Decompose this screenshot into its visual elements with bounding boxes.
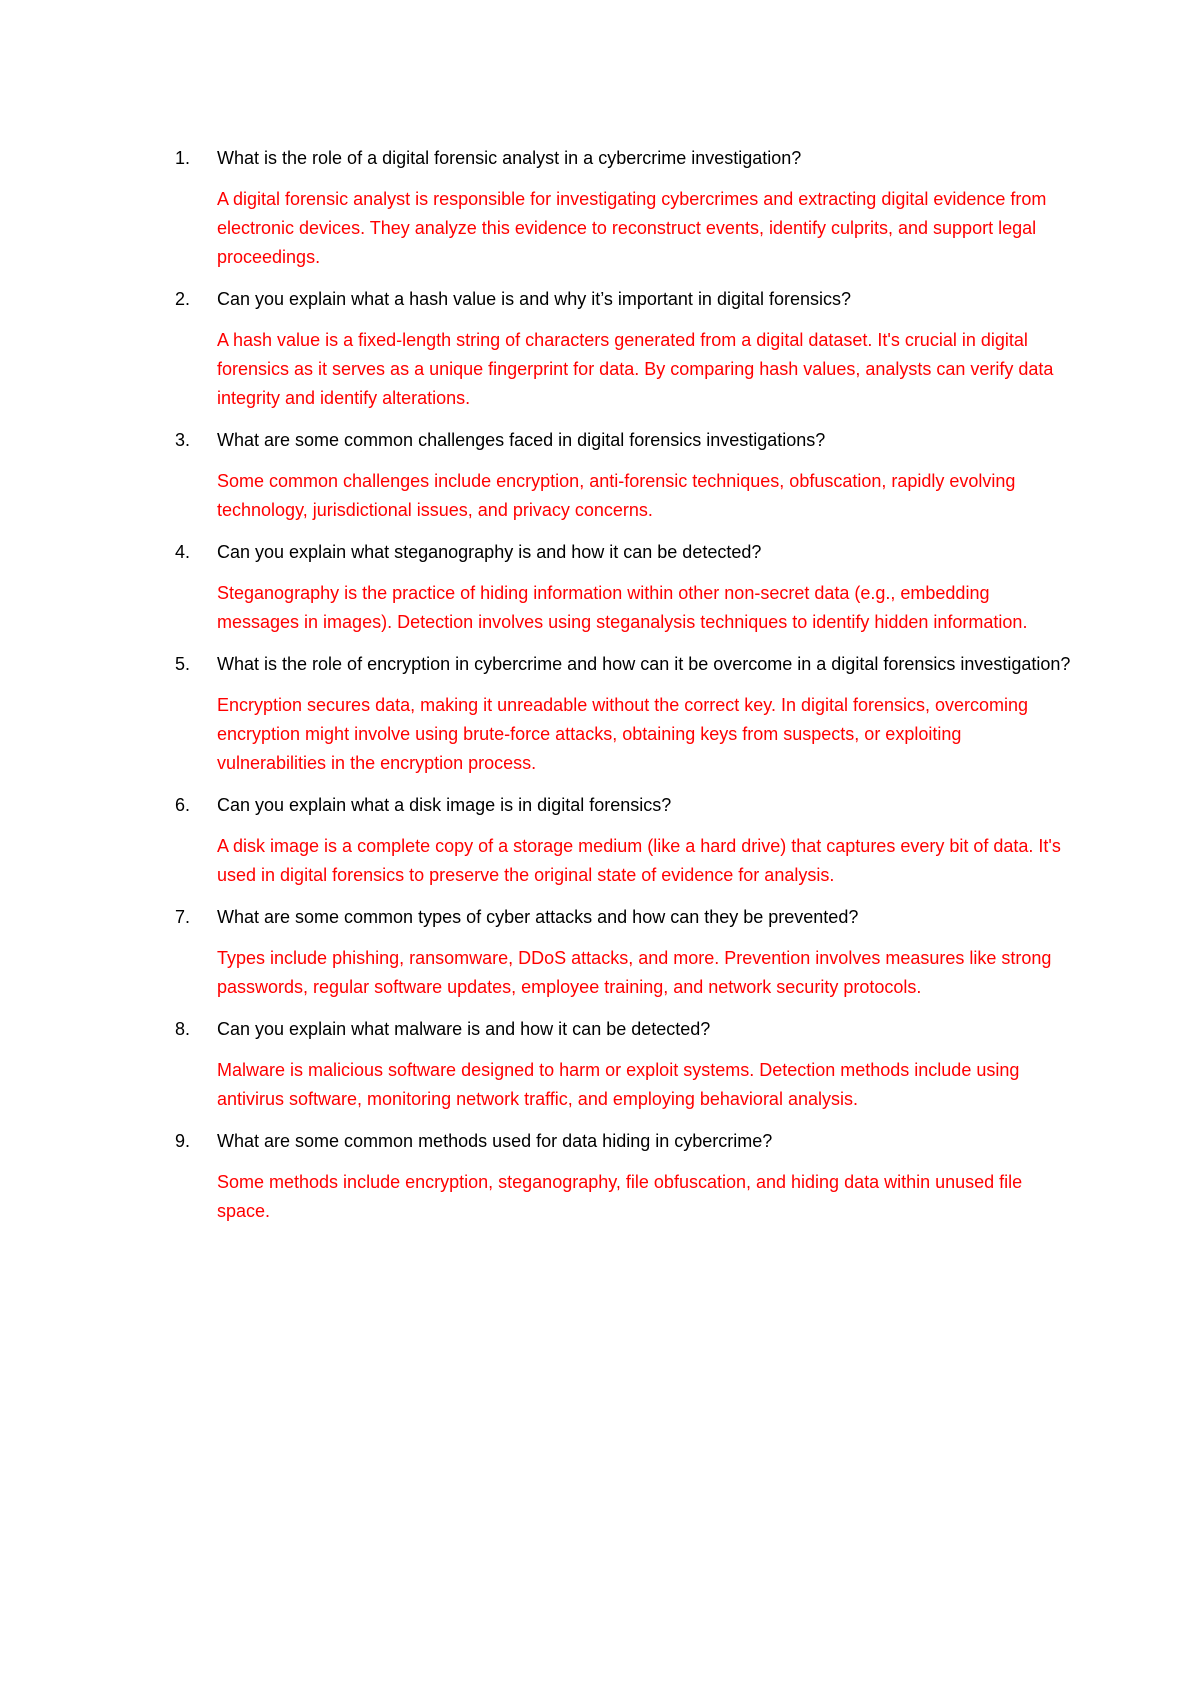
question-text: What is the role of a digital forensic analyst in a cybercrime investigation? — [217, 148, 802, 168]
qa-item-7 — [175, 903, 1075, 1002]
question-number: 3. — [175, 430, 191, 450]
question-number: 9. — [175, 1131, 191, 1151]
qa-item-2 — [175, 285, 1075, 413]
question-number: 6. — [175, 795, 191, 815]
question-text: Can you explain what a disk image is in digital forensics? — [217, 795, 672, 815]
answer-text: Some methods include encryption, steganography, file obfuscation, and hiding data within unused file space. — [217, 1172, 1023, 1221]
question-text: What are some common methods used for data hiding in cybercrime? — [217, 1131, 773, 1151]
question-text: Can you explain what a hash value is and why it’s important in digital forensics? — [217, 289, 852, 309]
question-text: What are some common types of cyber attacks and how can they be prevented? — [217, 907, 859, 927]
qa-item-5 — [175, 650, 1075, 778]
question-text: What are some common challenges faced in digital forensics investigations? — [217, 430, 826, 450]
answer-text: Types include phishing, ransomware, DDoS attacks, and more. Prevention involves measures like strong passwords, regular software updates, employee training, and network security protocols. — [217, 948, 1052, 997]
question-number: 4. — [175, 542, 191, 562]
question-number: 7. — [175, 907, 191, 927]
answer-text: A disk image is a complete copy of a storage medium (like a hard drive) that captures every bit of data. It's used in digital forensics to preserve the original state of evidence for analysis. — [217, 836, 1061, 885]
answer-text: A hash value is a fixed-length string of characters generated from a digital dataset. It's crucial in digital forensics as it serves as a unique fingerprint for data. By comparing hash values, analysts can verify data integrity and identify alterations. — [217, 330, 1054, 408]
question-text: What is the role of encryption in cybercrime and how can it be overcome in a digital forensics investigation? — [217, 654, 1071, 674]
qa-item-4 — [175, 538, 1075, 637]
qa-item-9 — [175, 1127, 1075, 1226]
question-number: 1. — [175, 148, 191, 168]
question-number: 5. — [175, 654, 191, 674]
answer-text: Some common challenges include encryption, anti-forensic techniques, obfuscation, rapidly evolving technology, jurisdictional issues, and privacy concerns. — [217, 471, 1016, 520]
answer-text: Malware is malicious software designed to harm or exploit systems. Detection methods include using antivirus software, monitoring network traffic, and employing behavioral analysis. — [217, 1060, 1020, 1109]
qa-item-6 — [175, 791, 1075, 890]
answer-text: A digital forensic analyst is responsible for investigating cybercrimes and extracting digital evidence from electronic devices. They analyze this evidence to reconstruct events, identify culprits, and support legal proceedings. — [217, 189, 1047, 267]
qa-item-8 — [175, 1015, 1075, 1114]
answer-text: Encryption secures data, making it unreadable without the correct key. In digital forensics, overcoming encryption might involve using brute-force attacks, obtaining keys from suspects, or exploiting vulnerabilities in the encryption process. — [217, 695, 1029, 773]
question-number: 2. — [175, 289, 191, 309]
question-text: Can you explain what steganography is and how it can be detected? — [217, 542, 762, 562]
qa-list — [175, 144, 1075, 1239]
question-text: Can you explain what malware is and how it can be detected? — [217, 1019, 711, 1039]
question-number: 8. — [175, 1019, 191, 1039]
qa-item-3 — [175, 426, 1075, 525]
answer-text: Steganography is the practice of hiding information within other non-secret data (e.g., embedding messages in images). Detection involves using steganalysis techniques to identify hidden information. — [217, 583, 1028, 632]
qa-item-1 — [175, 144, 1075, 272]
